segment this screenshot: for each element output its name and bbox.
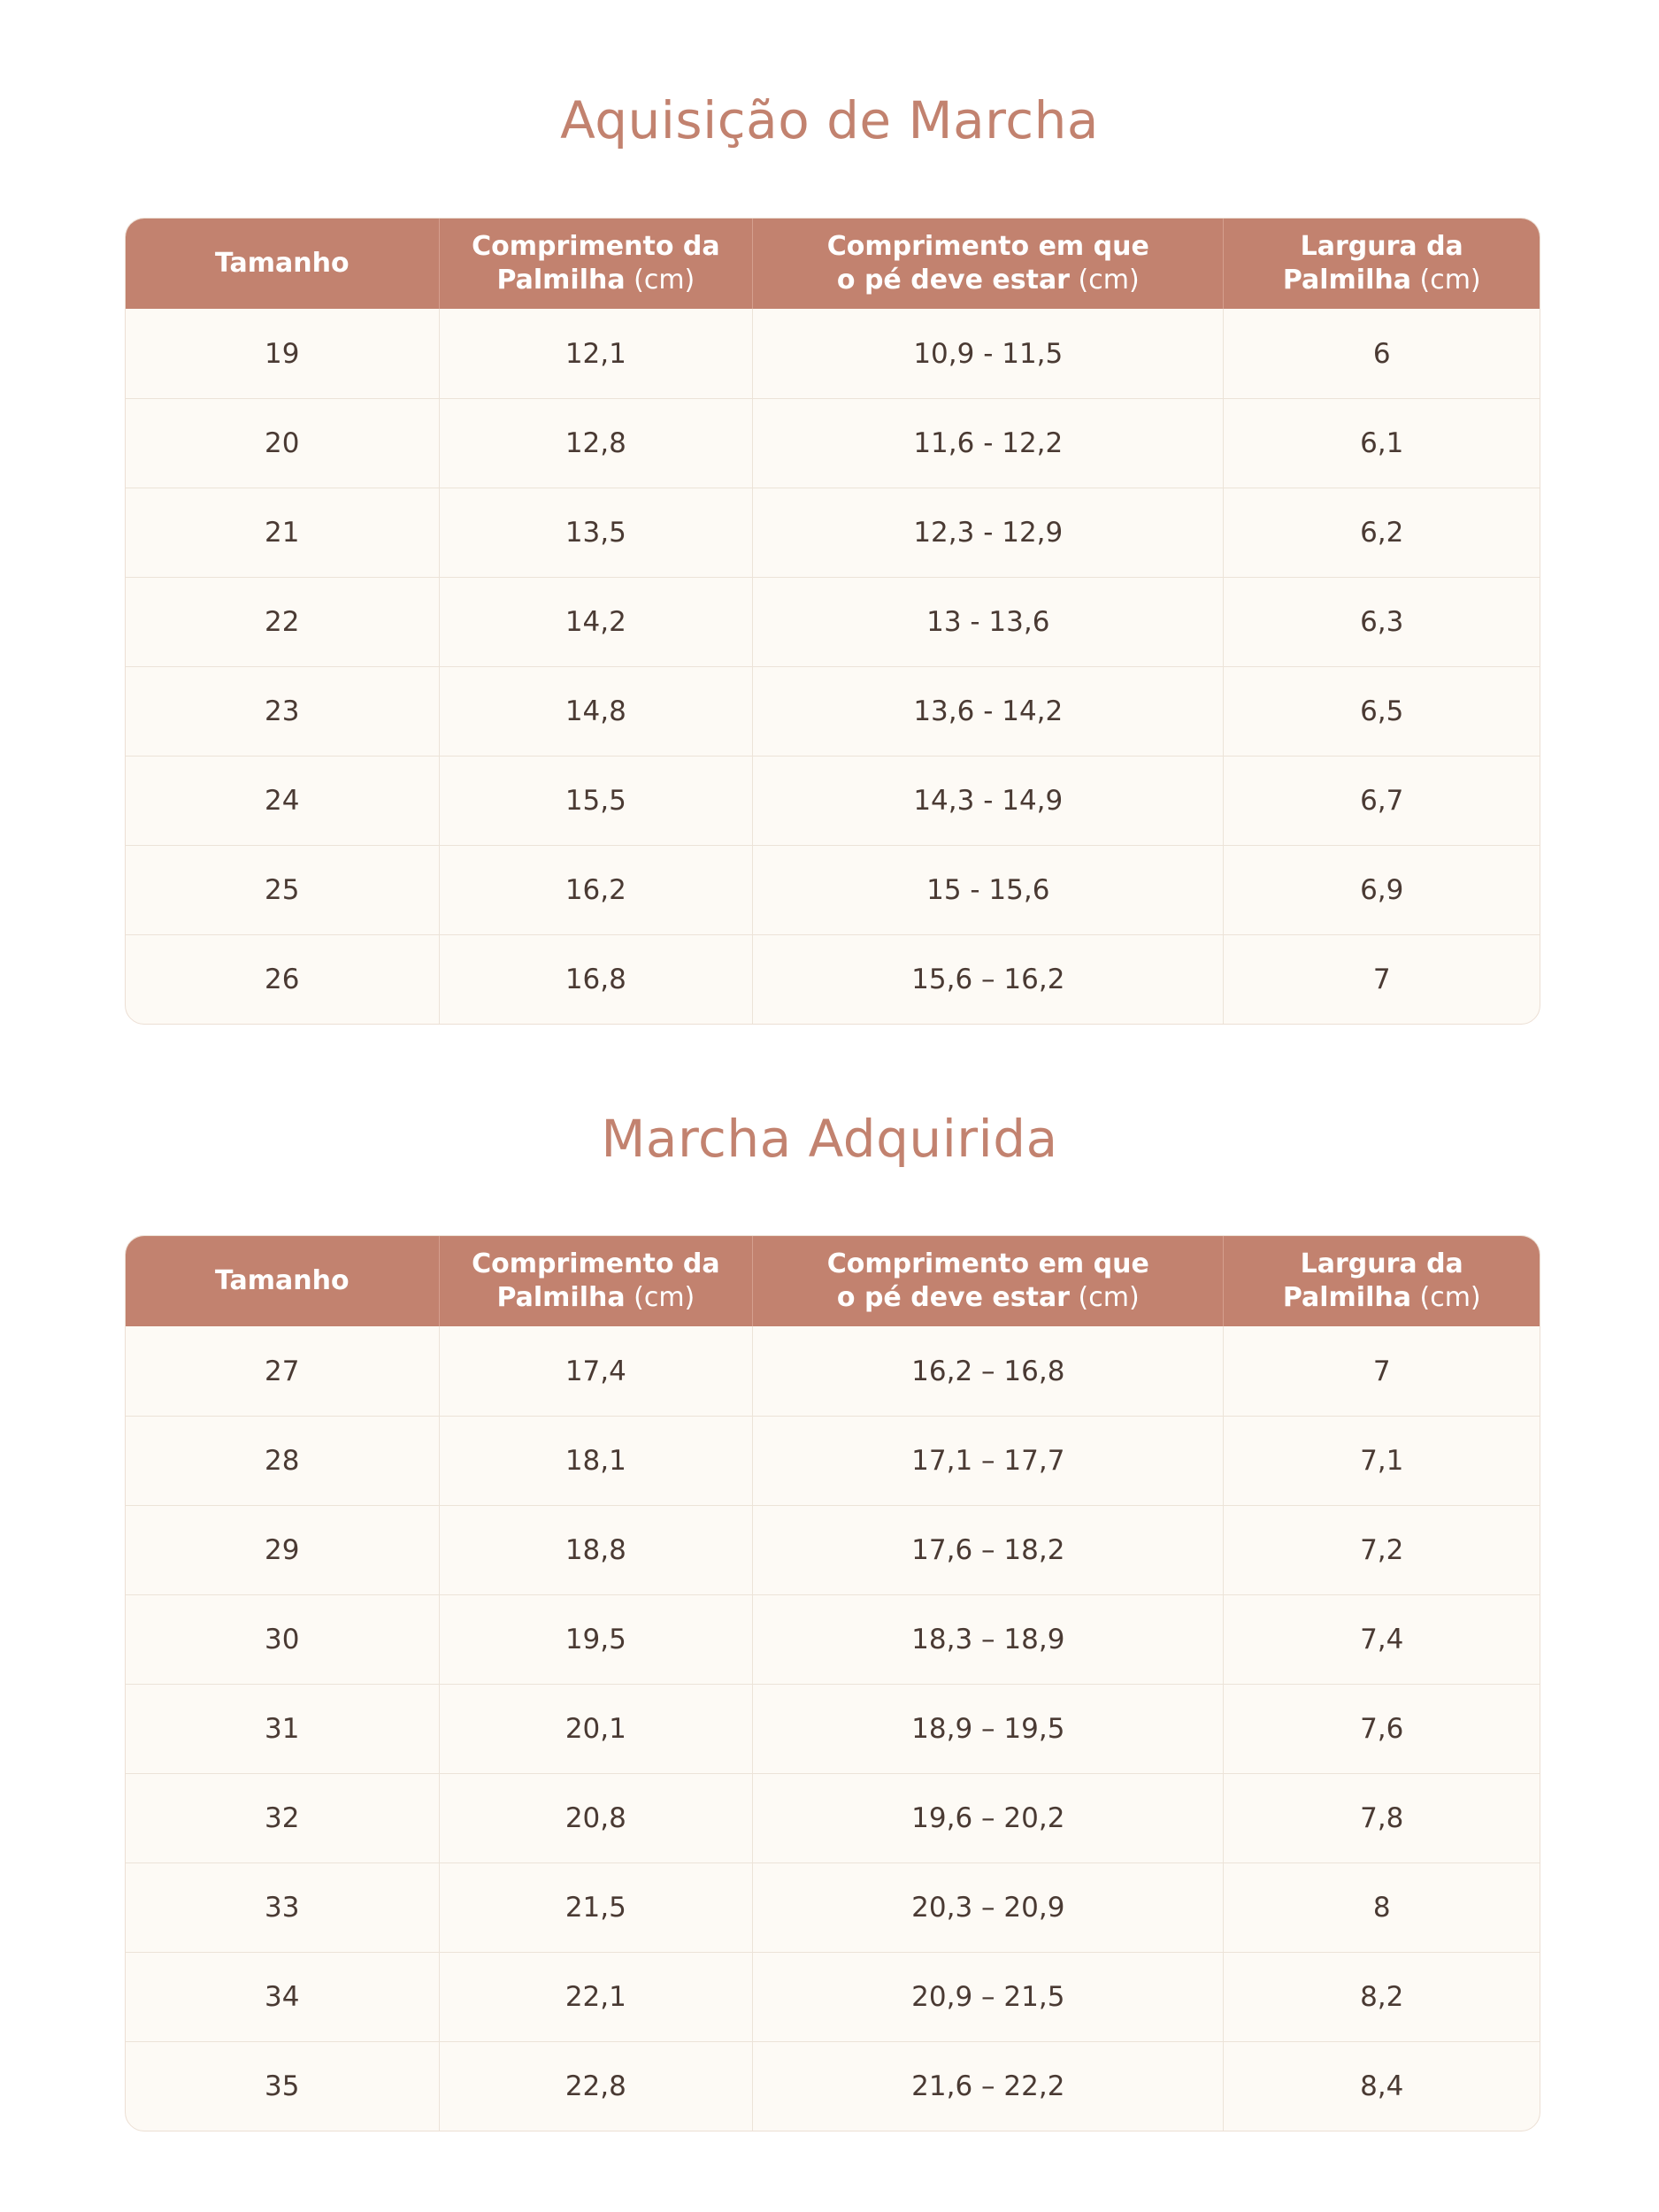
header-largura-palmilha: Largura da Palmilha (cm)	[1282, 1248, 1481, 1313]
cell-comprimento-pe: 21,6 – 22,2	[753, 2042, 1224, 2131]
table-header	[126, 219, 1540, 309]
table-row	[126, 1773, 1540, 1863]
cell-tamanho: 23	[126, 667, 440, 756]
size-table-adquirida	[125, 1235, 1540, 2131]
cell-comprimento-palmilha: 13,5	[440, 488, 754, 577]
cell-tamanho: 29	[126, 1506, 440, 1594]
cell-comprimento-pe: 15,6 – 16,2	[753, 935, 1224, 1024]
header-tamanho: Tamanho	[126, 1236, 440, 1326]
cell-tamanho: 32	[126, 1774, 440, 1863]
cell-comprimento-palmilha: 20,8	[440, 1774, 754, 1863]
cell-comprimento-pe: 20,9 – 21,5	[753, 1953, 1224, 2041]
cell-largura-palmilha: 6,7	[1360, 785, 1404, 817]
table-row	[126, 309, 1540, 398]
cell-comprimento-pe: 15 - 15,6	[753, 846, 1224, 934]
cell-comprimento-pe: 18,3 – 18,9	[753, 1595, 1224, 1684]
cell-tamanho: 33	[126, 1863, 440, 1952]
cell-comprimento-palmilha: 12,1	[440, 309, 754, 398]
cell-comprimento-palmilha: 15,5	[440, 757, 754, 845]
cell-comprimento-palmilha: 21,5	[440, 1863, 754, 1952]
header-comprimento-palmilha: Comprimento da Palmilha (cm)	[440, 219, 754, 309]
table-row	[126, 845, 1540, 934]
cell-largura-palmilha: 7	[1372, 1355, 1391, 1387]
header-comprimento-pe: Comprimento em que o pé deve estar (cm)	[753, 219, 1224, 309]
table-row	[126, 1326, 1540, 1416]
cell-comprimento-palmilha: 17,4	[440, 1326, 754, 1416]
cell-comprimento-pe: 13 - 13,6	[753, 578, 1224, 666]
cell-comprimento-pe: 19,6 – 20,2	[753, 1774, 1224, 1863]
cell-comprimento-pe: 17,6 – 18,2	[753, 1506, 1224, 1594]
cell-tamanho: 20	[126, 399, 440, 488]
cell-comprimento-palmilha: 16,8	[440, 935, 754, 1024]
cell-largura-palmilha: 8	[1372, 1892, 1391, 1924]
cell-comprimento-palmilha: 22,1	[440, 1953, 754, 2041]
cell-comprimento-pe: 20,3 – 20,9	[753, 1863, 1224, 1952]
cell-comprimento-palmilha: 16,2	[440, 846, 754, 934]
cell-comprimento-palmilha: 18,8	[440, 1506, 754, 1594]
cell-tamanho: 26	[126, 935, 440, 1024]
table-row	[126, 666, 1540, 756]
cell-largura-palmilha: 6,5	[1360, 695, 1404, 727]
table-row	[126, 1594, 1540, 1684]
cell-comprimento-pe: 17,1 – 17,7	[753, 1417, 1224, 1505]
cell-comprimento-pe: 13,6 - 14,2	[753, 667, 1224, 756]
cell-tamanho: 21	[126, 488, 440, 577]
cell-largura-palmilha: 8,2	[1360, 1981, 1404, 2013]
table-row	[126, 1505, 1540, 1594]
cell-comprimento-palmilha: 20,1	[440, 1685, 754, 1773]
table-body	[126, 309, 1540, 1024]
cell-comprimento-palmilha: 14,8	[440, 667, 754, 756]
size-table-aquisicao	[125, 218, 1540, 1025]
cell-largura-palmilha: 7,1	[1360, 1445, 1404, 1477]
cell-tamanho: 27	[126, 1326, 440, 1416]
cell-tamanho: 31	[126, 1685, 440, 1773]
table-header	[126, 1236, 1540, 1326]
cell-largura-palmilha: 7	[1372, 964, 1391, 995]
cell-largura-palmilha: 7,8	[1360, 1802, 1404, 1834]
cell-comprimento-palmilha: 14,2	[440, 578, 754, 666]
cell-comprimento-pe: 12,3 - 12,9	[753, 488, 1224, 577]
cell-comprimento-palmilha: 18,1	[440, 1417, 754, 1505]
section-title-aquisicao: Aquisição de Marcha	[560, 90, 1099, 150]
cell-comprimento-pe: 10,9 - 11,5	[753, 309, 1224, 398]
section-title-adquirida: Marcha Adquirida	[601, 1109, 1058, 1169]
cell-largura-palmilha: 7,6	[1360, 1713, 1404, 1745]
table-row	[126, 1416, 1540, 1505]
cell-largura-palmilha: 6,9	[1360, 874, 1404, 906]
cell-comprimento-pe: 11,6 - 12,2	[753, 399, 1224, 488]
cell-tamanho: 24	[126, 757, 440, 845]
table-row	[126, 934, 1540, 1024]
cell-comprimento-pe: 18,9 – 19,5	[753, 1685, 1224, 1773]
cell-largura-palmilha: 6,2	[1360, 517, 1404, 549]
header-largura-palmilha: Largura da Palmilha (cm)	[1282, 231, 1481, 296]
table-row	[126, 2041, 1540, 2131]
cell-tamanho: 35	[126, 2042, 440, 2131]
cell-largura-palmilha: 7,2	[1360, 1534, 1404, 1566]
cell-tamanho: 28	[126, 1417, 440, 1505]
table-row	[126, 577, 1540, 666]
cell-tamanho: 34	[126, 1953, 440, 2041]
table-body	[126, 1326, 1540, 2131]
table-row	[126, 398, 1540, 488]
table-row	[126, 1863, 1540, 1952]
cell-tamanho: 30	[126, 1595, 440, 1684]
cell-comprimento-palmilha: 19,5	[440, 1595, 754, 1684]
cell-comprimento-palmilha: 12,8	[440, 399, 754, 488]
cell-tamanho: 19	[126, 309, 440, 398]
cell-largura-palmilha: 8,4	[1360, 2070, 1404, 2102]
cell-largura-palmilha: 7,4	[1360, 1624, 1404, 1655]
table-row	[126, 756, 1540, 845]
cell-comprimento-pe: 14,3 - 14,9	[753, 757, 1224, 845]
cell-tamanho: 25	[126, 846, 440, 934]
table-row	[126, 1952, 1540, 2041]
cell-largura-palmilha: 6	[1372, 337, 1391, 370]
cell-tamanho: 22	[126, 578, 440, 666]
table-row	[126, 488, 1540, 577]
header-comprimento-pe: Comprimento em que o pé deve estar (cm)	[753, 1236, 1224, 1326]
header-comprimento-palmilha: Comprimento da Palmilha (cm)	[440, 1236, 754, 1326]
cell-largura-palmilha: 6,1	[1360, 427, 1404, 459]
table-row	[126, 1684, 1540, 1773]
cell-comprimento-pe: 16,2 – 16,8	[753, 1326, 1224, 1416]
header-tamanho: Tamanho	[126, 219, 440, 309]
cell-comprimento-palmilha: 22,8	[440, 2042, 754, 2131]
cell-largura-palmilha: 6,3	[1360, 606, 1404, 638]
